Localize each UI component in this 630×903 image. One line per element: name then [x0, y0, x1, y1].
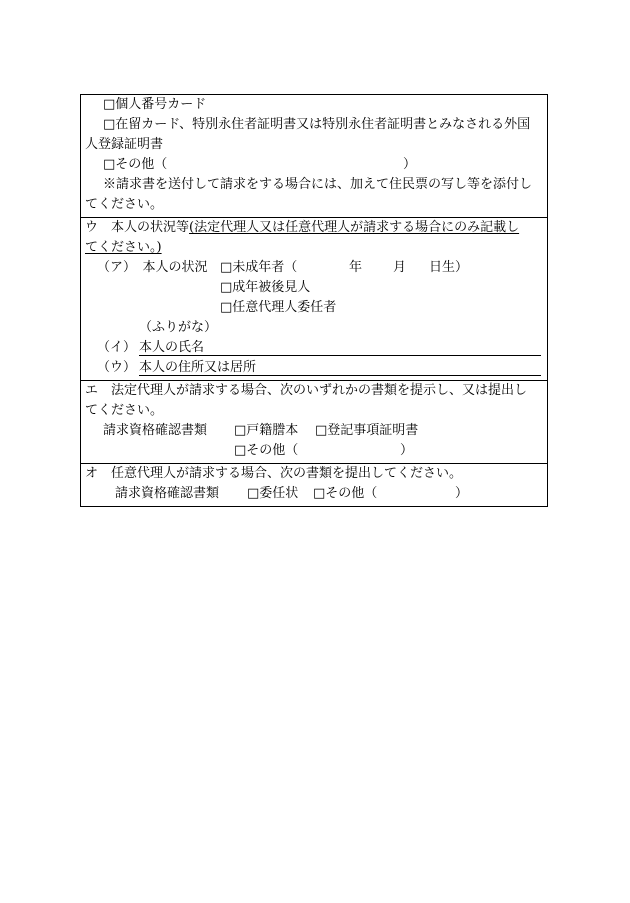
other-doc-close: ） — [403, 157, 417, 172]
proxy-only-note-cont: てください。) — [85, 240, 162, 255]
residence-card-text-cont: 人登録証明書 — [85, 137, 164, 152]
request-form-table — [80, 94, 548, 507]
birth-year-label: 年 — [349, 260, 363, 275]
status-label: （ア） 本人の状況 — [97, 260, 208, 275]
proxy-only-note: (法定代理人又は任意代理人が請求する場合にのみ記載し — [189, 220, 520, 235]
principal-name-label: 本人の氏名 — [139, 340, 205, 355]
mail-note: ※請求書を送付して請求をする場合には、加えて住民票の写し等を添付し — [103, 177, 533, 192]
legal-docs-label: 請求資格確認書類 — [103, 423, 208, 438]
voluntary-proxy-section — [81, 463, 547, 506]
principal-address-label: 本人の住所又は居所 — [139, 360, 257, 375]
legal-other-checkbox[interactable]: □その他（ — [234, 443, 299, 458]
legal-proxy-instruction-cont: てください。 — [85, 403, 164, 418]
power-of-attorney-checkbox[interactable]: □委任状 — [247, 486, 299, 501]
residence-card-checkbox[interactable]: □在留カード、特別永住者証明書又は特別永住者証明書とみなされる外国 — [103, 117, 531, 132]
family-register-checkbox[interactable]: □戸籍謄本 — [234, 423, 299, 438]
id-documents-section — [81, 95, 547, 217]
minor-checkbox[interactable]: □未成年者（ — [220, 260, 298, 275]
principal-checkbox[interactable]: □任意代理人委任者 — [220, 300, 337, 315]
principal-status-section — [81, 217, 547, 380]
other-doc-checkbox[interactable]: □その他（ — [103, 157, 168, 172]
mynumber-card-checkbox[interactable]: □個人番号カード — [103, 97, 207, 112]
mail-note-cont: てください。 — [85, 197, 164, 212]
birth-month-label: 月 — [393, 260, 407, 275]
legal-proxy-section — [81, 380, 547, 463]
principal-address-field[interactable] — [139, 375, 541, 376]
birth-day-label: 日生） — [429, 260, 469, 275]
registry-cert-checkbox[interactable]: □登記事項証明書 — [315, 423, 419, 438]
voluntary-docs-label: 請求資格確認書類 — [115, 486, 220, 501]
legal-other-close: ） — [400, 443, 414, 458]
voluntary-proxy-instruction: オ 任意代理人が請求する場合、次の書類を提出してください。 — [85, 466, 463, 481]
name-prefix: （イ） — [97, 340, 137, 355]
principal-status-heading: ウ 本人の状況等(法定代理人又は任意代理人が請求する場合にのみ記載し — [85, 220, 520, 235]
principal-name-field[interactable] — [139, 355, 541, 356]
adult-ward-checkbox[interactable]: □成年被後見人 — [220, 280, 311, 295]
voluntary-other-close: ） — [455, 486, 469, 501]
furigana-label: （ふりがな） — [139, 320, 218, 335]
legal-proxy-instruction: エ 法定代理人が請求する場合、次のいずれかの書類を提示し、又は提出し — [85, 383, 528, 398]
voluntary-other-checkbox[interactable]: □その他（ — [313, 486, 378, 501]
address-prefix: （ウ） — [97, 360, 137, 375]
